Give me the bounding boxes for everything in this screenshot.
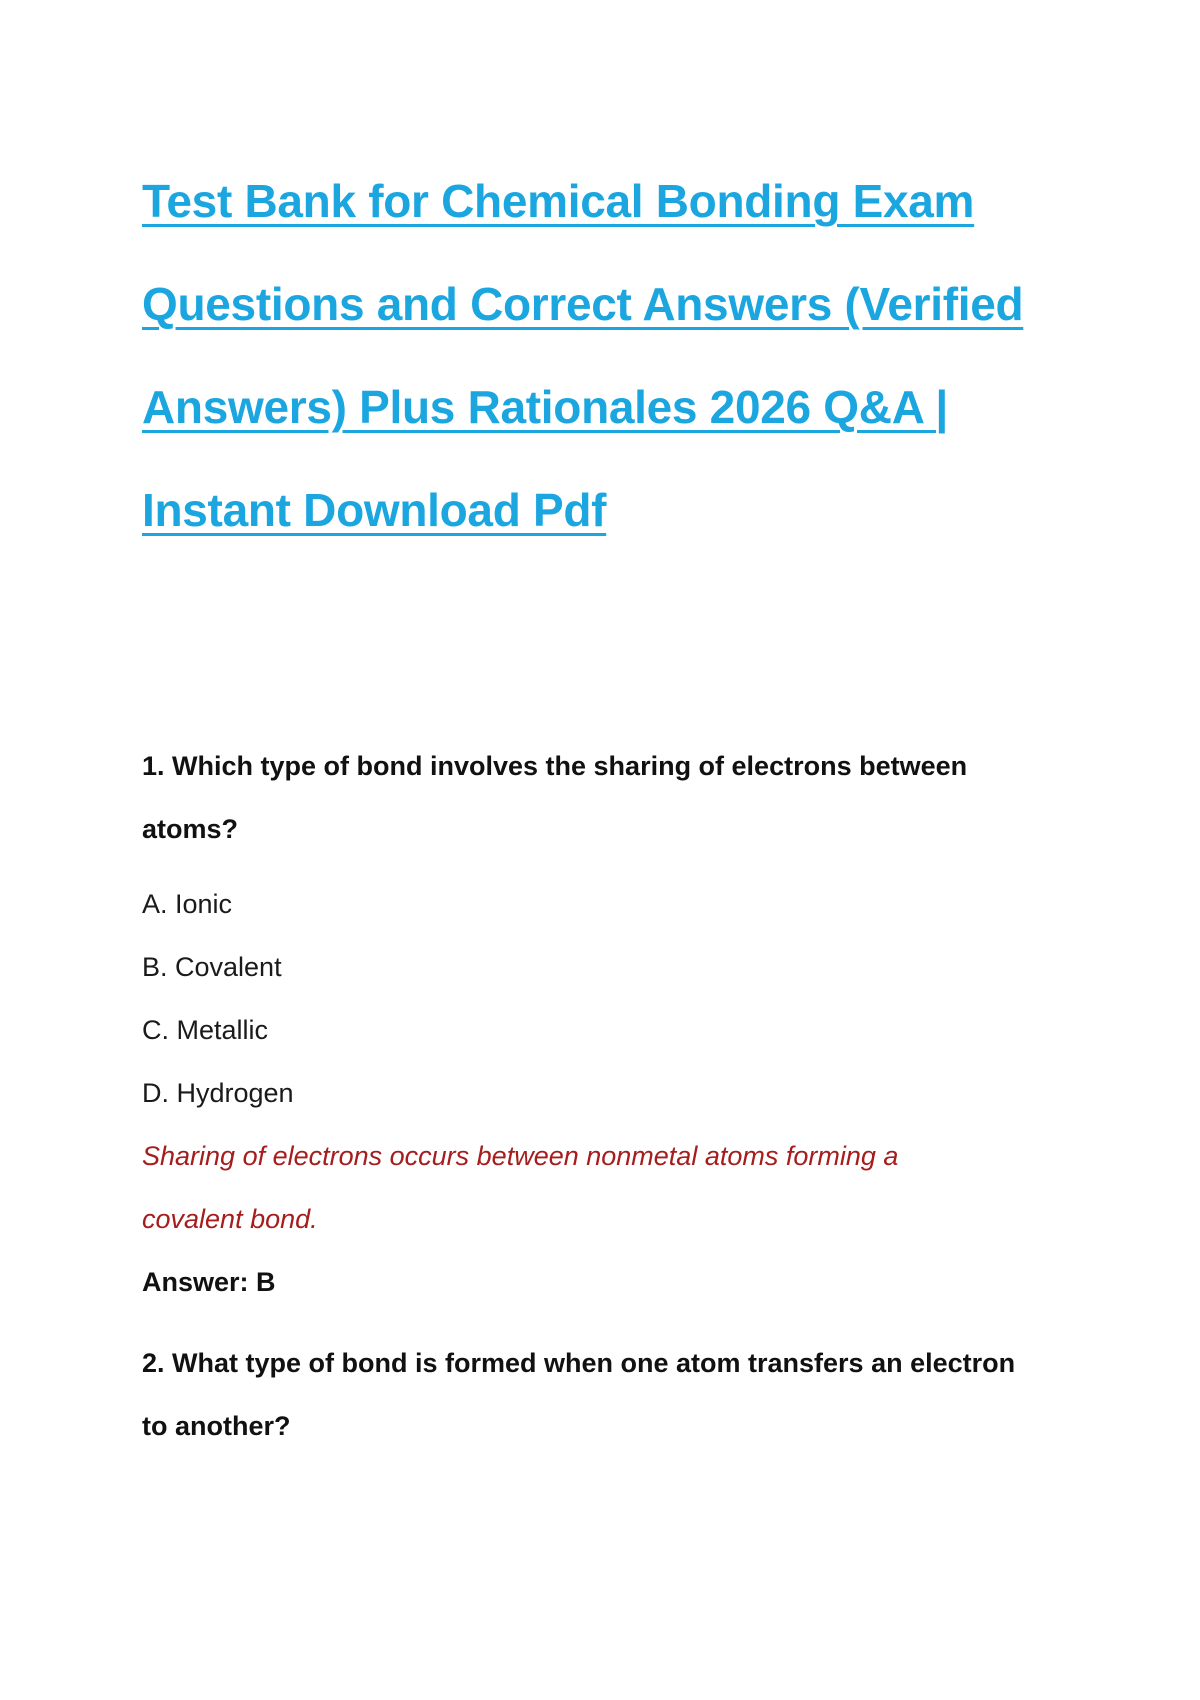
answer-option: C. Metallic [142, 1015, 269, 1045]
question-block [142, 735, 1062, 1314]
title-line[interactable]: Questions and Correct Answers (Verified [142, 278, 1024, 330]
rationale-line: covalent bond. [142, 1204, 318, 1234]
question-prompt-line: atoms? [142, 814, 239, 844]
question-prompt [142, 1332, 1062, 1458]
questions-section [142, 735, 1062, 1458]
question-prompt-line: to another? [142, 1411, 291, 1441]
title-line[interactable]: Answers) Plus Rationales 2026 Q&A | [142, 381, 948, 433]
document-title-link[interactable] [142, 150, 1042, 562]
answer-option: A. Ionic [142, 889, 233, 919]
title-line[interactable]: Instant Download Pdf [142, 484, 607, 536]
question-block [142, 1332, 1062, 1458]
answer-key: Answer: B [142, 1267, 276, 1297]
rationale-text [142, 1125, 1062, 1251]
answer-option: D. Hydrogen [142, 1078, 294, 1108]
rationale-line: Sharing of electrons occurs between nonmetal atoms forming a [142, 1141, 899, 1171]
question-prompt-line: 1. Which type of bond involves the sharing of electrons between [142, 751, 968, 781]
answer-option: B. Covalent [142, 952, 282, 982]
question-prompt [142, 735, 1062, 861]
title-line[interactable]: Test Bank for Chemical Bonding Exam [142, 175, 975, 227]
question-prompt-line: 2. What type of bond is formed when one atom transfers an electron [142, 1348, 1016, 1378]
answer-options [142, 873, 1062, 1125]
